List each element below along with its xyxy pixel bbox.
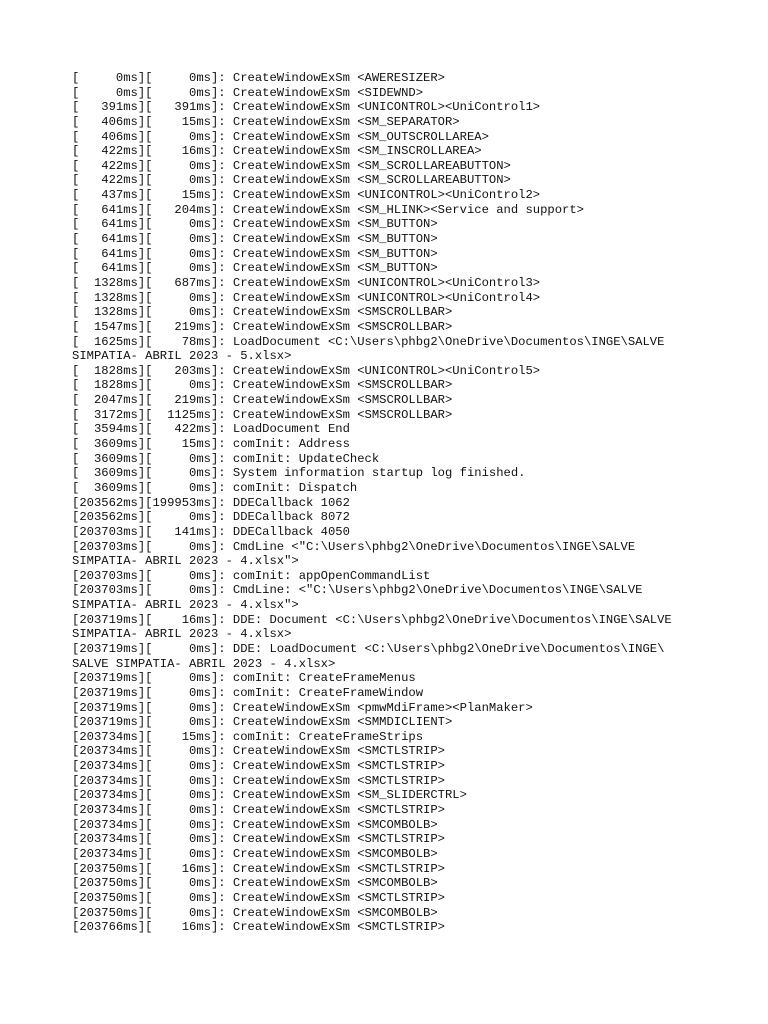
log-line: [203703ms][ 0ms]: CmdLine <"C:\Users\phbg2\OneDrive\Documentos\INGE\SALVE	[72, 539, 636, 554]
log-line: [ 0ms][ 0ms]: CreateWindowExSm <AWERESIZER>	[72, 71, 445, 85]
log-line: [ 3172ms][ 1125ms]: CreateWindowExSm <SMSCROLLBAR>	[72, 407, 453, 422]
log-line: SIMPATIA- ABRIL 2023 - 5.xlsx>	[72, 349, 292, 364]
log-line: [ 3594ms][ 422ms]: LoadDocument End	[72, 422, 350, 437]
log-line: [ 437ms][ 15ms]: CreateWindowExSm <UNICONTROL><UniControl2>	[72, 188, 541, 203]
startup-log	[72, 71, 712, 935]
log-line: [203719ms][ 16ms]: DDE: Document <C:\Users\phbg2\OneDrive\Documentos\INGE\SALVE	[72, 612, 672, 627]
log-line: [ 0ms][ 0ms]: CreateWindowExSm <SIDEWND>	[72, 85, 424, 100]
log-line: [ 1328ms][ 687ms]: CreateWindowExSm <UNICONTROL><UniControl3>	[72, 275, 541, 290]
log-line: SIMPATIA- ABRIL 2023 - 4.xlsx">	[72, 554, 299, 569]
log-line: [203719ms][ 0ms]: CreateWindowExSm <pmwMdiFrame><PlanMaker>	[72, 700, 533, 715]
log-line: [ 406ms][ 0ms]: CreateWindowExSm <SM_OUTSCROLLAREA>	[72, 129, 489, 144]
log-line: [203750ms][ 0ms]: CreateWindowExSm <SMCTLSTRIP>	[72, 890, 445, 905]
log-line: [203734ms][ 15ms]: comInit: CreateFrameStrips	[72, 729, 424, 744]
log-line: [203734ms][ 0ms]: CreateWindowExSm <SM_SLIDERCTRL>	[72, 788, 467, 803]
log-line: [203719ms][ 0ms]: comInit: CreateFrameMenus	[72, 671, 416, 686]
log-line: [ 1625ms][ 78ms]: LoadDocument <C:\Users\phbg2\OneDrive\Documentos\INGE\SALVE	[72, 334, 665, 349]
log-line: [ 422ms][ 0ms]: CreateWindowExSm <SM_SCROLLAREABUTTON>	[72, 158, 511, 173]
log-line: [203750ms][ 0ms]: CreateWindowExSm <SMCOMBOLB>	[72, 905, 438, 920]
log-line: [ 3609ms][ 15ms]: comInit: Address	[72, 437, 350, 452]
log-line: [203734ms][ 0ms]: CreateWindowExSm <SMCTLSTRIP>	[72, 832, 445, 847]
log-line: [ 641ms][ 0ms]: CreateWindowExSm <SM_BUTTON>	[72, 232, 438, 247]
log-line: [ 422ms][ 16ms]: CreateWindowExSm <SM_INSCROLLAREA>	[72, 144, 482, 159]
log-line: [203562ms][ 0ms]: DDECallback 8072	[72, 510, 350, 525]
log-line: [203766ms][ 16ms]: CreateWindowExSm <SMCTLSTRIP>	[72, 920, 445, 935]
log-line: [203734ms][ 0ms]: CreateWindowExSm <SMCOMBOLB>	[72, 817, 438, 832]
log-line: [ 3609ms][ 0ms]: comInit: Dispatch	[72, 480, 358, 495]
log-line: [ 3609ms][ 0ms]: System information startup log finished.	[72, 466, 526, 481]
log-line: [203750ms][ 0ms]: CreateWindowExSm <SMCOMBOLB>	[72, 876, 438, 891]
log-line: [203719ms][ 0ms]: comInit: CreateFrameWindow	[72, 685, 424, 700]
log-line: [ 391ms][ 391ms]: CreateWindowExSm <UNICONTROL><UniControl1>	[72, 100, 541, 115]
log-line: [ 1328ms][ 0ms]: CreateWindowExSm <UNICONTROL><UniControl4>	[72, 290, 541, 305]
log-line: SIMPATIA- ABRIL 2023 - 4.xlsx">	[72, 598, 299, 613]
log-line: [ 2047ms][ 219ms]: CreateWindowExSm <SMSCROLLBAR>	[72, 393, 453, 408]
log-line: [ 641ms][ 0ms]: CreateWindowExSm <SM_BUTTON>	[72, 217, 438, 232]
log-line: [ 641ms][ 204ms]: CreateWindowExSm <SM_HLINK><Service and support>	[72, 202, 584, 217]
log-line: [ 1828ms][ 203ms]: CreateWindowExSm <UNICONTROL><UniControl5>	[72, 363, 541, 378]
log-line: [ 1828ms][ 0ms]: CreateWindowExSm <SMSCROLLBAR>	[72, 378, 453, 393]
log-line: [ 641ms][ 0ms]: CreateWindowExSm <SM_BUTTON>	[72, 261, 438, 276]
log-line: [203734ms][ 0ms]: CreateWindowExSm <SMCOMBOLB>	[72, 846, 438, 861]
log-line: [203703ms][ 0ms]: CmdLine: <"C:\Users\phbg2\OneDrive\Documentos\INGE\SALVE	[72, 583, 643, 598]
log-line: [ 406ms][ 15ms]: CreateWindowExSm <SM_SEPARATOR>	[72, 114, 460, 129]
log-line: [203734ms][ 0ms]: CreateWindowExSm <SMCTLSTRIP>	[72, 744, 445, 759]
log-line: [203734ms][ 0ms]: CreateWindowExSm <SMCTLSTRIP>	[72, 773, 445, 788]
log-line: [203719ms][ 0ms]: DDE: LoadDocument <C:\Users\phbg2\OneDrive\Documentos\INGE\	[72, 641, 665, 656]
log-line: [ 1328ms][ 0ms]: CreateWindowExSm <SMSCROLLBAR>	[72, 305, 453, 320]
log-line: [ 3609ms][ 0ms]: comInit: UpdateCheck	[72, 451, 380, 466]
log-line: [203703ms][ 141ms]: DDECallback 4050	[72, 524, 350, 539]
log-line: [203719ms][ 0ms]: CreateWindowExSm <SMMDICLIENT>	[72, 715, 453, 730]
log-line: [ 1547ms][ 219ms]: CreateWindowExSm <SMSCROLLBAR>	[72, 319, 453, 334]
log-line: [203734ms][ 0ms]: CreateWindowExSm <SMCTLSTRIP>	[72, 759, 445, 774]
log-line: SIMPATIA- ABRIL 2023 - 4.xlsx>	[72, 627, 292, 642]
log-line: [ 641ms][ 0ms]: CreateWindowExSm <SM_BUTTON>	[72, 246, 438, 261]
log-line: [203562ms][199953ms]: DDECallback 1062	[72, 495, 350, 510]
log-line: [ 422ms][ 0ms]: CreateWindowExSm <SM_SCROLLAREABUTTON>	[72, 173, 511, 188]
log-line: [203703ms][ 0ms]: comInit: appOpenCommandList	[72, 568, 431, 583]
log-line: [203750ms][ 16ms]: CreateWindowExSm <SMCTLSTRIP>	[72, 861, 445, 876]
log-line: [203734ms][ 0ms]: CreateWindowExSm <SMCTLSTRIP>	[72, 803, 445, 818]
log-line: SALVE SIMPATIA- ABRIL 2023 - 4.xlsx>	[72, 656, 336, 671]
